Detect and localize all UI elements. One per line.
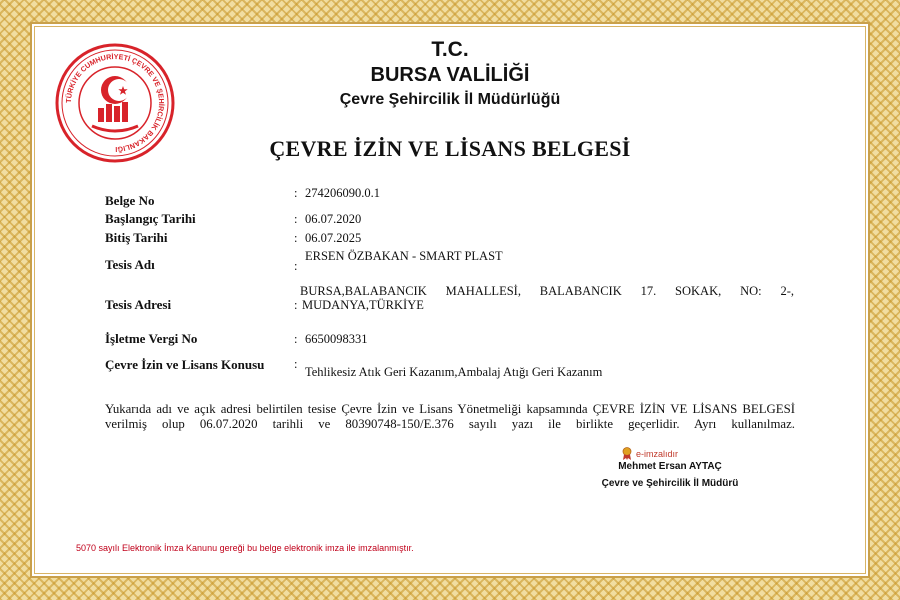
label-license-subject: Çevre İzin ve Lisans Konusu bbox=[105, 357, 265, 372]
colon: : bbox=[294, 332, 298, 346]
paragraph-line-1: Yukarıda adı ve açık adresi belirtilen tesise Çevre İzin ve Lisans Yönetmeliği kapsamında ÇEVRE İZİN VE LİSANS BELGESİ bbox=[105, 402, 795, 416]
label-end-date: Bitiş Tarihi bbox=[105, 230, 168, 245]
colon: : bbox=[294, 298, 298, 312]
label-tax-no: İşletme Vergi No bbox=[105, 331, 198, 346]
esign-label: e-imzalıdır bbox=[636, 448, 679, 459]
label-belge-no: Belge No bbox=[105, 193, 155, 208]
value-belge-no: 274206090.0.1 bbox=[305, 186, 380, 200]
value-facility-address-line1: BURSA,BALABANCIK MAHALLESİ, BALABANCIK 17. SOKAK, NO: 2-, bbox=[300, 284, 794, 298]
ribbon-award-icon bbox=[622, 447, 632, 460]
paragraph-line-2: verilmiş olup 06.07.2020 tarihli ve 80390748-150/E.376 sayılı yazı ile birlikte geçerlidir. Ayrı kullanılmaz. bbox=[105, 417, 795, 431]
header-tc: T.C. bbox=[431, 38, 469, 61]
colon: : bbox=[294, 231, 298, 245]
colon: : bbox=[294, 259, 298, 273]
esign-badge bbox=[622, 447, 678, 460]
signer-name: Mehmet Ersan AYTAÇ bbox=[618, 461, 722, 472]
value-license-subject: Tehlikesiz Atık Geri Kazanım,Ambalaj Atığı Geri Kazanım bbox=[305, 365, 603, 379]
value-facility-name: ERSEN ÖZBAKAN - SMART PLAST bbox=[305, 249, 503, 263]
label-facility-name: Tesis Adı bbox=[105, 257, 155, 272]
colon: : bbox=[294, 186, 298, 200]
colon: : bbox=[294, 357, 298, 371]
seal-ring-text: TÜRKİYE CUMHURİYETİ ÇEVRE VE ŞEHİRCİLİK BAKANLIĞI bbox=[63, 51, 167, 155]
document-title: ÇEVRE İZİN VE LİSANS BELGESİ bbox=[269, 136, 631, 161]
header-governorship: BURSA VALİLİĞİ bbox=[370, 64, 530, 86]
validity-paragraph bbox=[105, 402, 795, 432]
value-start-date: 06.07.2020 bbox=[305, 212, 362, 226]
label-start-date: Başlangıç Tarihi bbox=[105, 211, 196, 226]
value-tax-no: 6650098331 bbox=[305, 332, 368, 346]
header-directorate: Çevre Şehircilik İl Müdürlüğü bbox=[339, 91, 561, 108]
signer-title: Çevre ve Şehircilik İl Müdürü bbox=[601, 478, 739, 489]
value-end-date: 06.07.2025 bbox=[305, 231, 362, 245]
value-facility-address-line2: MUDANYA,TÜRKİYE bbox=[302, 298, 424, 312]
esign-law-note: 5070 sayılı Elektronik İmza Kanunu gereği bu belge elektronik imza ile imzalanmıştır. bbox=[76, 543, 414, 553]
colon: : bbox=[294, 212, 298, 226]
label-facility-address: Tesis Adresi bbox=[105, 297, 172, 312]
